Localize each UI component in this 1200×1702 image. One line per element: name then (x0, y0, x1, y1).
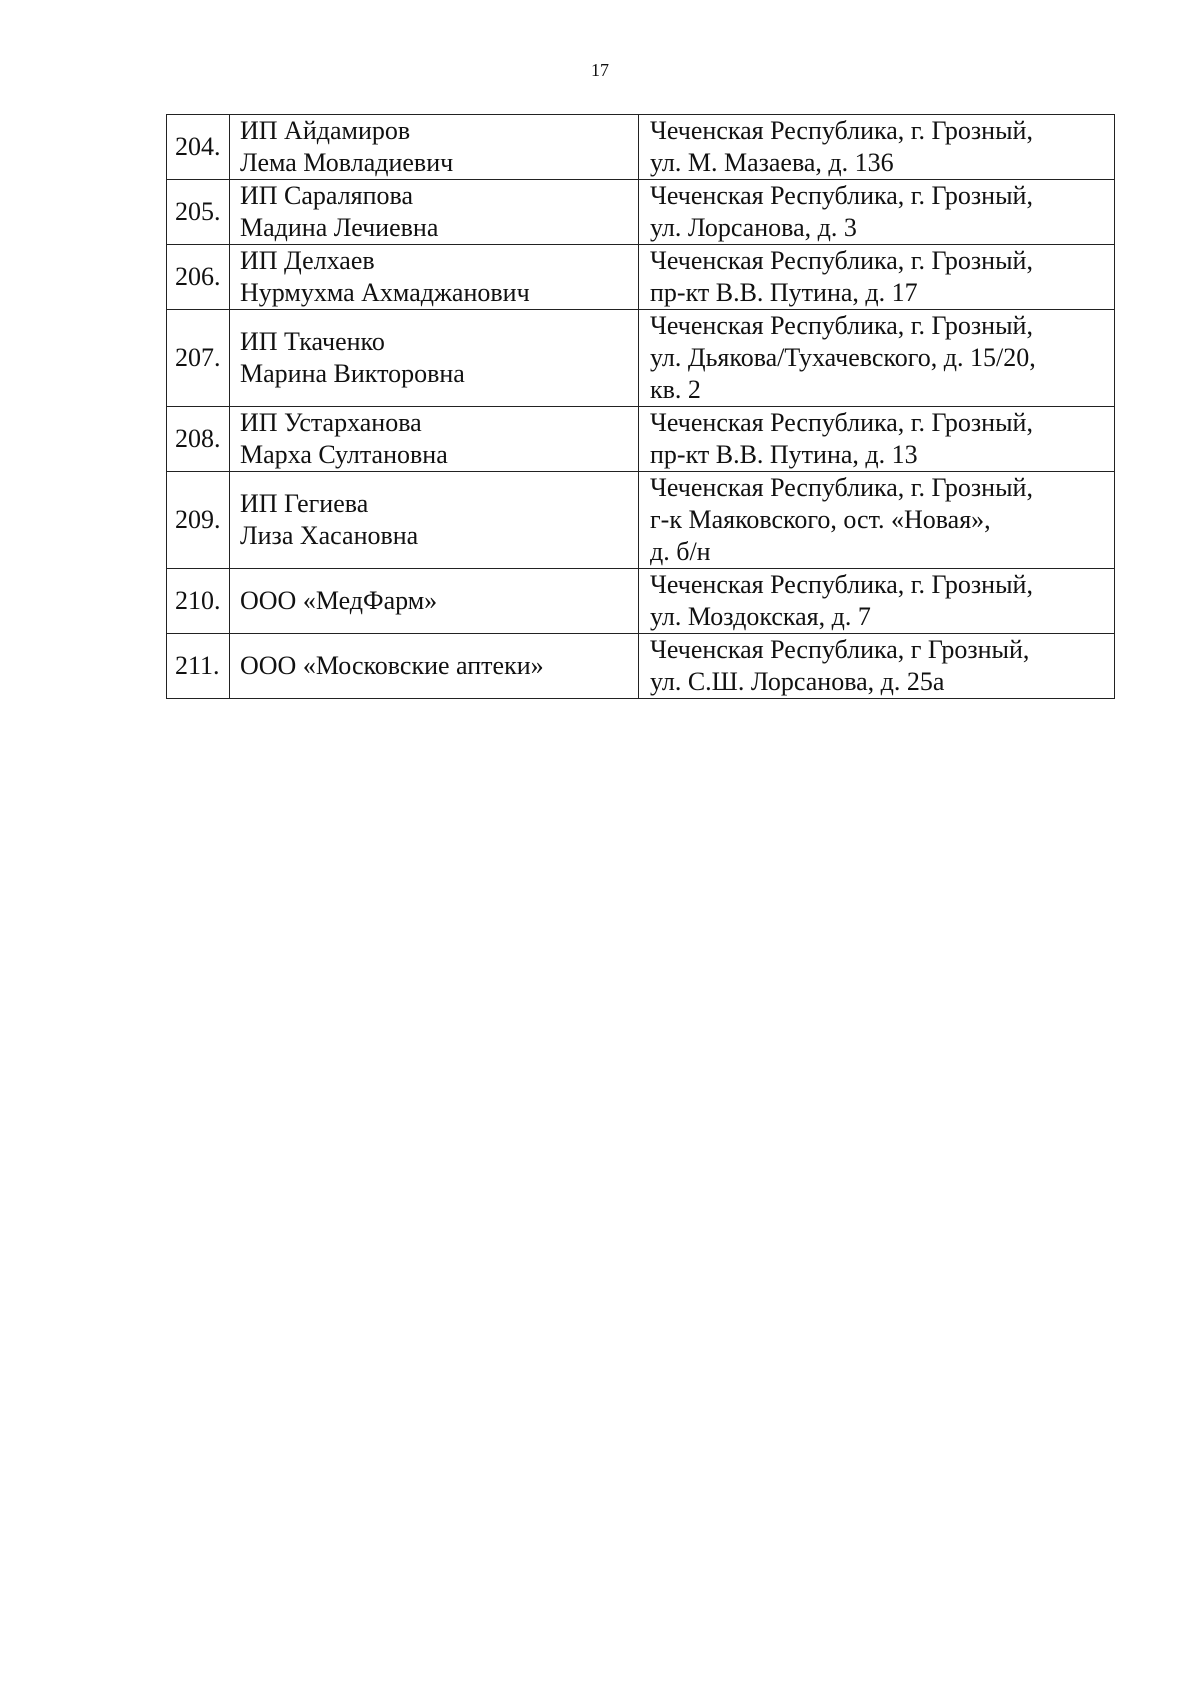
table-row (167, 472, 1115, 569)
organization-address (639, 569, 1115, 634)
address-line: ул. Дьякова/Тухачевского, д. 15/20, (650, 343, 1036, 372)
name-line: ИП Сараляпова (240, 181, 414, 210)
name-line: ООО «Московские аптеки» (240, 651, 544, 680)
organization-address (639, 407, 1115, 472)
organization-name (230, 634, 639, 699)
pharmacy-registry-table (166, 114, 1115, 699)
organization-name (230, 115, 639, 180)
address-line: Чеченская Республика, г Грозный, (650, 635, 1030, 664)
table-row (167, 115, 1115, 180)
table-row (167, 180, 1115, 245)
address-line: кв. 2 (650, 375, 701, 404)
organization-name (230, 245, 639, 310)
organization-address (639, 115, 1115, 180)
address-line: Чеченская Республика, г. Грозный, (650, 181, 1033, 210)
address-line: Чеченская Республика, г. Грозный, (650, 116, 1033, 145)
organization-name (230, 472, 639, 569)
name-line: Лиза Хасановна (240, 521, 419, 550)
organization-address (639, 310, 1115, 407)
address-line: Чеченская Республика, г. Грозный, (650, 570, 1033, 599)
row-number: 205. (167, 180, 230, 245)
name-line: Марина Викторовна (240, 359, 465, 388)
table-row (167, 634, 1115, 699)
table-row (167, 310, 1115, 407)
address-line: ул. С.Ш. Лорсанова, д. 25а (650, 667, 945, 696)
organization-name (230, 569, 639, 634)
row-number: 207. (167, 310, 230, 407)
address-line: пр-кт В.В. Путина, д. 13 (650, 440, 918, 469)
organization-address (639, 634, 1115, 699)
organization-address (639, 472, 1115, 569)
table-row (167, 407, 1115, 472)
name-line: ИП Устарханова (240, 408, 422, 437)
organization-name (230, 180, 639, 245)
address-line: ул. Лорсанова, д. 3 (650, 213, 857, 242)
name-line: Мадина Лечиевна (240, 213, 439, 242)
name-line: ООО «МедФарм» (240, 586, 438, 615)
address-line: пр-кт В.В. Путина, д. 17 (650, 278, 918, 307)
organization-name (230, 407, 639, 472)
table-row (167, 245, 1115, 310)
page-number: 17 (591, 60, 609, 80)
address-line: Чеченская Республика, г. Грозный, (650, 473, 1033, 502)
row-number: 206. (167, 245, 230, 310)
row-number: 204. (167, 115, 230, 180)
organization-address (639, 180, 1115, 245)
table-row (167, 569, 1115, 634)
name-line: Марха Султановна (240, 440, 448, 469)
address-line: Чеченская Республика, г. Грозный, (650, 311, 1033, 340)
address-line: д. б/н (650, 537, 711, 566)
row-number: 209. (167, 472, 230, 569)
name-line: ИП Гегиева (240, 489, 369, 518)
name-line: ИП Делхаев (240, 246, 375, 275)
name-line: ИП Айдамиров (240, 116, 411, 145)
address-line: Чеченская Республика, г. Грозный, (650, 408, 1033, 437)
name-line: Нурмухма Ахмаджанович (240, 278, 530, 307)
address-line: Чеченская Республика, г. Грозный, (650, 246, 1033, 275)
address-line: г-к Маяковского, ост. «Новая», (650, 505, 991, 534)
organization-address (639, 245, 1115, 310)
row-number: 211. (167, 634, 230, 699)
row-number: 210. (167, 569, 230, 634)
name-line: Лема Мовладиевич (240, 148, 454, 177)
registry-table-body (167, 115, 1115, 699)
row-number: 208. (167, 407, 230, 472)
name-line: ИП Ткаченко (240, 327, 385, 356)
address-line: ул. Моздокская, д. 7 (650, 602, 871, 631)
address-line: ул. М. Мазаева, д. 136 (650, 148, 894, 177)
organization-name (230, 310, 639, 407)
